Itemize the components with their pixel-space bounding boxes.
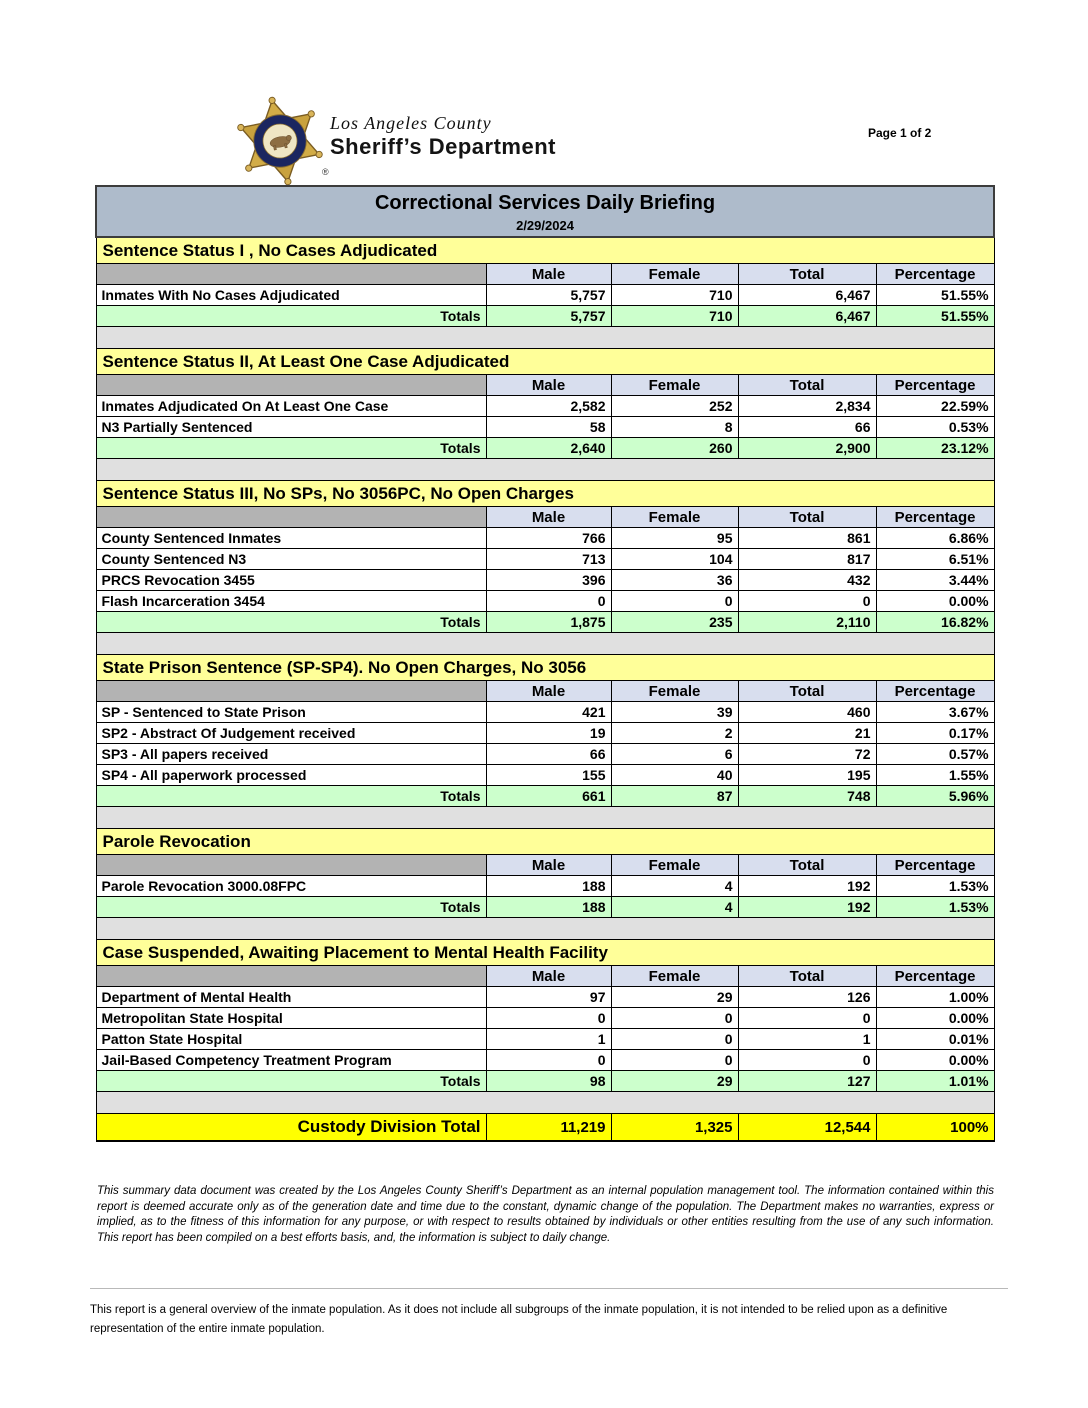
totals-female-cell: 260 (611, 438, 738, 459)
corner-cell (96, 966, 486, 987)
totals-label-cell: Totals (96, 897, 486, 918)
male-cell: 188 (486, 876, 611, 897)
section-title-cell: Case Suspended, Awaiting Placement to Mental Health Facility (96, 940, 994, 966)
section-title-row (96, 481, 994, 507)
female-cell: 0 (611, 1008, 738, 1029)
data-row (96, 591, 994, 612)
total-cell: 66 (738, 417, 876, 438)
pct-cell: 1.53% (876, 876, 994, 897)
pct-cell: 3.67% (876, 702, 994, 723)
pct-cell: 0.00% (876, 1008, 994, 1029)
totals-total-cell: 2,110 (738, 612, 876, 633)
pct-cell: 6.51% (876, 549, 994, 570)
registered-trademark: ® (322, 167, 329, 177)
column-header-cell: Percentage (876, 855, 994, 876)
male-cell: 713 (486, 549, 611, 570)
female-cell: 104 (611, 549, 738, 570)
row-label-cell: SP - Sentenced to State Prison (96, 702, 486, 723)
total-cell: 0 (738, 1008, 876, 1029)
totals-male-cell: 661 (486, 786, 611, 807)
overview-note-text: This report is a general overview of the inmate population. As it does not include all subgroups of the inmate population, it is not intended to be relied upon as a definitive representation of the entire inmate population. (90, 1288, 1008, 1339)
spacer-cell (96, 459, 994, 481)
wordmark-department: Sheriff’s Department (330, 134, 556, 159)
section-title-row (96, 940, 994, 966)
male-cell: 396 (486, 570, 611, 591)
male-cell: 0 (486, 1008, 611, 1029)
totals-female-cell: 4 (611, 897, 738, 918)
row-label-cell: Department of Mental Health (96, 987, 486, 1008)
pct-cell: 0.57% (876, 744, 994, 765)
female-cell: 0 (611, 1029, 738, 1050)
total-cell: 192 (738, 876, 876, 897)
grand-total-row (96, 1114, 994, 1142)
column-header-cell: Female (611, 375, 738, 396)
totals-pct-cell: 5.96% (876, 786, 994, 807)
column-header-cell: Total (738, 507, 876, 528)
female-cell: 95 (611, 528, 738, 549)
male-cell: 155 (486, 765, 611, 786)
totals-pct-cell: 16.82% (876, 612, 994, 633)
total-cell: 2,834 (738, 396, 876, 417)
totals-total-cell: 748 (738, 786, 876, 807)
data-row (96, 987, 994, 1008)
section-title-row (96, 237, 994, 264)
column-header-cell: Female (611, 264, 738, 285)
male-cell: 66 (486, 744, 611, 765)
female-cell: 0 (611, 1050, 738, 1071)
wordmark-county: Los Angeles County (330, 113, 492, 133)
female-cell: 40 (611, 765, 738, 786)
total-cell: 1 (738, 1029, 876, 1050)
female-cell: 252 (611, 396, 738, 417)
column-header-cell: Female (611, 966, 738, 987)
data-row (96, 285, 994, 306)
data-row (96, 549, 994, 570)
female-cell: 710 (611, 285, 738, 306)
male-cell: 0 (486, 591, 611, 612)
disclaimer-text: This summary data document was created by the Los Angeles County Sheriff’s Department as an internal population management tool. The information contained within this report is deemed accurate only as of the generation date and time due to the constant, dynamic change of the population. The Department makes no warranties, express or implied, as to the fitness of this information for any purpose, or with respect to results obtained by individuals or other entities resulting from the use of any such information. This report has been compiled on a best efforts basis, and, the information is subject to daily change. (97, 1185, 994, 1244)
section-title-cell: Parole Revocation (96, 829, 994, 855)
female-cell: 36 (611, 570, 738, 591)
column-header-row (96, 264, 994, 285)
totals-total-cell: 2,900 (738, 438, 876, 459)
pct-cell: 0.00% (876, 591, 994, 612)
section-spacer-row (96, 459, 994, 481)
pct-cell: 51.55% (876, 285, 994, 306)
data-row (96, 702, 994, 723)
section-title-cell: Sentence Status I , No Cases Adjudicated (96, 237, 994, 264)
report-title: Correctional Services Daily Briefing (374, 192, 716, 214)
corner-cell (96, 375, 486, 396)
corner-cell (96, 507, 486, 528)
total-cell: 195 (738, 765, 876, 786)
column-header-cell: Male (486, 375, 611, 396)
section-title-row (96, 829, 994, 855)
briefing-table (95, 185, 995, 1142)
section-title-cell: Sentence Status II, At Least One Case Adjudicated (96, 349, 994, 375)
data-row (96, 744, 994, 765)
grand-total-label-cell: Custody Division Total (96, 1114, 486, 1142)
corner-cell (96, 681, 486, 702)
row-label-cell: SP2 - Abstract Of Judgement received (96, 723, 486, 744)
column-header-cell: Percentage (876, 264, 994, 285)
row-label-cell: Flash Incarceration 3454 (96, 591, 486, 612)
total-cell: 460 (738, 702, 876, 723)
male-cell: 19 (486, 723, 611, 744)
row-label-cell: County Sentenced Inmates (96, 528, 486, 549)
data-row (96, 396, 994, 417)
column-header-cell: Total (738, 375, 876, 396)
totals-pct-cell: 51.55% (876, 306, 994, 327)
totals-pct-cell: 1.53% (876, 897, 994, 918)
female-cell: 8 (611, 417, 738, 438)
totals-row (96, 1071, 994, 1092)
column-header-cell: Percentage (876, 375, 994, 396)
pct-cell: 3.44% (876, 570, 994, 591)
totals-label-cell: Totals (96, 786, 486, 807)
female-cell: 29 (611, 987, 738, 1008)
column-header-cell: Percentage (876, 681, 994, 702)
wordmark (330, 113, 556, 160)
corner-cell (96, 855, 486, 876)
totals-female-cell: 235 (611, 612, 738, 633)
grand-total-female-cell: 1,325 (611, 1114, 738, 1142)
section-spacer-row (96, 327, 994, 349)
column-header-cell: Male (486, 264, 611, 285)
totals-label-cell: Totals (96, 612, 486, 633)
column-header-row (96, 507, 994, 528)
column-header-cell: Female (611, 681, 738, 702)
data-row (96, 417, 994, 438)
report-date: 2/29/2024 (516, 218, 574, 233)
row-label-cell: PRCS Revocation 3455 (96, 570, 486, 591)
data-row (96, 570, 994, 591)
column-header-cell: Female (611, 855, 738, 876)
totals-female-cell: 29 (611, 1071, 738, 1092)
male-cell: 97 (486, 987, 611, 1008)
totals-male-cell: 1,875 (486, 612, 611, 633)
section-spacer-row (96, 633, 994, 655)
row-label-cell: SP3 - All papers received (96, 744, 486, 765)
total-cell: 0 (738, 1050, 876, 1071)
pct-cell: 0.17% (876, 723, 994, 744)
section-title-cell: Sentence Status III, No SPs, No 3056PC, No Open Charges (96, 481, 994, 507)
row-label-cell: Jail-Based Competency Treatment Program (96, 1050, 486, 1071)
male-cell: 421 (486, 702, 611, 723)
pct-cell: 0.00% (876, 1050, 994, 1071)
header-brand (234, 95, 704, 185)
row-label-cell: Inmates With No Cases Adjudicated (96, 285, 486, 306)
totals-row (96, 897, 994, 918)
spacer-cell (96, 633, 994, 655)
column-header-cell: Total (738, 855, 876, 876)
spacer-cell (96, 807, 994, 829)
sheriff-badge-icon (234, 95, 326, 187)
totals-male-cell: 5,757 (486, 306, 611, 327)
data-row (96, 765, 994, 786)
grand-total-male-cell: 11,219 (486, 1114, 611, 1142)
column-header-cell: Total (738, 966, 876, 987)
totals-female-cell: 87 (611, 786, 738, 807)
data-row (96, 876, 994, 897)
row-label-cell: Inmates Adjudicated On At Least One Case (96, 396, 486, 417)
data-row (96, 1050, 994, 1071)
totals-total-cell: 192 (738, 897, 876, 918)
totals-female-cell: 710 (611, 306, 738, 327)
total-cell: 126 (738, 987, 876, 1008)
male-cell: 1 (486, 1029, 611, 1050)
section-title-cell: State Prison Sentence (SP-SP4). No Open Charges, No 3056 (96, 655, 994, 681)
female-cell: 6 (611, 744, 738, 765)
column-header-cell: Male (486, 966, 611, 987)
row-label-cell: SP4 - All paperwork processed (96, 765, 486, 786)
totals-label-cell: Totals (96, 306, 486, 327)
column-header-row (96, 855, 994, 876)
column-header-cell: Percentage (876, 966, 994, 987)
column-header-cell: Total (738, 264, 876, 285)
totals-total-cell: 6,467 (738, 306, 876, 327)
total-cell: 861 (738, 528, 876, 549)
section-title-row (96, 349, 994, 375)
spacer-cell (96, 1092, 994, 1114)
data-row (96, 528, 994, 549)
row-label-cell: N3 Partially Sentenced (96, 417, 486, 438)
row-label-cell: Metropolitan State Hospital (96, 1008, 486, 1029)
section-spacer-row (96, 918, 994, 940)
column-header-cell: Total (738, 681, 876, 702)
female-cell: 39 (611, 702, 738, 723)
totals-pct-cell: 23.12% (876, 438, 994, 459)
grand-total-total-cell: 12,544 (738, 1114, 876, 1142)
totals-male-cell: 98 (486, 1071, 611, 1092)
grand-total-pct-cell: 100% (876, 1114, 994, 1142)
male-cell: 0 (486, 1050, 611, 1071)
column-header-row (96, 681, 994, 702)
data-row (96, 723, 994, 744)
pct-cell: 0.01% (876, 1029, 994, 1050)
totals-label-cell: Totals (96, 438, 486, 459)
section-spacer-row (96, 807, 994, 829)
total-cell: 72 (738, 744, 876, 765)
column-header-cell: Male (486, 681, 611, 702)
pct-cell: 0.53% (876, 417, 994, 438)
totals-row (96, 438, 994, 459)
totals-label-cell: Totals (96, 1071, 486, 1092)
report-title-row (96, 186, 994, 237)
total-cell: 6,467 (738, 285, 876, 306)
female-cell: 2 (611, 723, 738, 744)
totals-pct-cell: 1.01% (876, 1071, 994, 1092)
totals-total-cell: 127 (738, 1071, 876, 1092)
total-cell: 0 (738, 591, 876, 612)
total-cell: 432 (738, 570, 876, 591)
male-cell: 58 (486, 417, 611, 438)
column-header-cell: Percentage (876, 507, 994, 528)
spacer-cell (96, 918, 994, 940)
section-spacer-row (96, 1092, 994, 1114)
pct-cell: 22.59% (876, 396, 994, 417)
column-header-cell: Female (611, 507, 738, 528)
row-label-cell: Patton State Hospital (96, 1029, 486, 1050)
data-row (96, 1008, 994, 1029)
page-number: Page 1 of 2 (868, 126, 932, 140)
column-header-cell: Male (486, 507, 611, 528)
female-cell: 0 (611, 591, 738, 612)
male-cell: 766 (486, 528, 611, 549)
total-cell: 817 (738, 549, 876, 570)
section-title-row (96, 655, 994, 681)
totals-male-cell: 2,640 (486, 438, 611, 459)
totals-row (96, 786, 994, 807)
column-header-cell: Male (486, 855, 611, 876)
spacer-cell (96, 327, 994, 349)
column-header-row (96, 375, 994, 396)
column-header-row (96, 966, 994, 987)
totals-male-cell: 188 (486, 897, 611, 918)
pct-cell: 6.86% (876, 528, 994, 549)
total-cell: 21 (738, 723, 876, 744)
male-cell: 5,757 (486, 285, 611, 306)
report-title-cell (96, 186, 994, 237)
row-label-cell: County Sentenced N3 (96, 549, 486, 570)
pct-cell: 1.00% (876, 987, 994, 1008)
male-cell: 2,582 (486, 396, 611, 417)
totals-row (96, 306, 994, 327)
corner-cell (96, 264, 486, 285)
pct-cell: 1.55% (876, 765, 994, 786)
data-row (96, 1029, 994, 1050)
female-cell: 4 (611, 876, 738, 897)
totals-row (96, 612, 994, 633)
row-label-cell: Parole Revocation 3000.08FPC (96, 876, 486, 897)
